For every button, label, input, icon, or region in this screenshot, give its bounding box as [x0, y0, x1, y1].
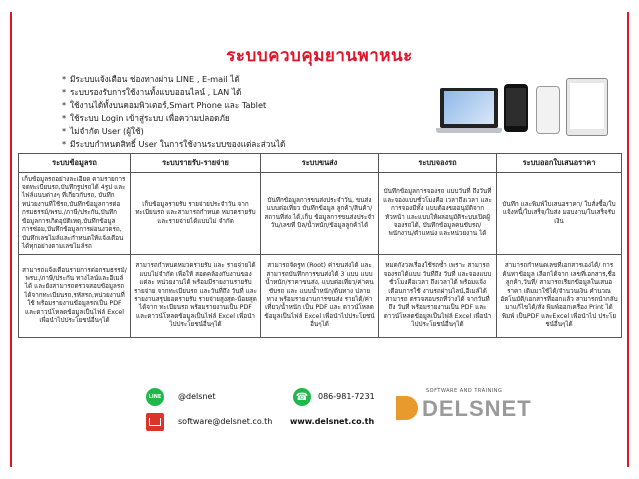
feature-item: * มีระบบกำหนดสิทธิ์ User ในการใช้งานระบบของแต่ละส่วนได้ — [62, 139, 286, 149]
feature-item: * ไม่จำกัด User (ผู้ใช้) — [62, 126, 144, 136]
line-id[interactable]: @delsnet — [178, 392, 216, 401]
email-address[interactable]: software@delsnet.co.th — [178, 417, 273, 426]
table-cell: สามารถจัดรูท (Root) ค่าขนส่งได้ และสามารถบันทึกการขนส่งได้ 3 แบบ แบบน้ำหนัก/ราคาขนส่ง, แบบต่อเที่ยว/ค่าคนขับรถ และ แบบน้ำหนัก/ต้นทาง ปลายทาง พร้อมรายงานการขนส่ง รายได้/ค่า เที่ยว/น้ำหนัก เป็น PDF และ ดาวน์โหลดข้อมูลเป็นไฟล์ Excel เพื่อนำไปประโยชน์อื่นๆได้ — [261, 255, 379, 338]
phone-icon: ☎ — [293, 388, 311, 406]
column-header: ระบบจองรถ — [379, 154, 497, 173]
line-icon[interactable]: LINE — [146, 388, 164, 406]
feature-table — [18, 153, 622, 338]
table-cell: บันทึกข้อมูลการขนส่งประจำวัน, ขนส่งแบบต่อเที่ยว บันทึกข้อมูล ลูกค้า/สินค้า/สถานที่ส่ง ได้,เก็บ ข้อมูลการขนส่งประจำวัน/เลขที่ บิล/น้ำหนัก/ข้อมูลลูกค้าได้ — [261, 173, 379, 255]
feature-item: * ใช้ระบบ Login เข้าสู่ระบบ เพื่อความปลอดภัย — [62, 113, 230, 123]
logo-mark — [396, 396, 418, 420]
table-cell: บันทึก และพิมพ์ใบเสนอราคา/ ใบสั่งซื้อ/ใบแจ้งหนี้/ใบเสร็จ/ใบส่ง มอบงาน/ใบเสร็จรับเงิน — [497, 173, 622, 255]
table-row — [19, 255, 622, 338]
feature-item: * ใช้งานได้ทั้งบนคอมพิวเตอร์,Smart Phone และ Tablet — [62, 100, 267, 110]
table-cell: หมดกังวลเรื่องใช้รถซ้ำ เพราะ สามารถจองรถได้แบบ วันที่ถึง วันที่ และจองแบบชั่วโมงคือเวลา ถึงเวลาได้ พร้อมแจ้งเตือนการใช้ งานรถผ่านไลน์,อีเมล์ได้สามารถ ตรวจสอบรถที่ว่างได้ จากวันที่ถึง วันที่ พร้อมรายงานเป็น PDF และ ดาวน์โหลดข้อมูลเป็นไฟล์ Excel เพื่อนำไปประโยชน์อื่นๆได้ — [379, 255, 497, 338]
laptop-base — [436, 128, 502, 133]
website-link[interactable]: www.delsnet.co.th — [290, 417, 375, 426]
table-cell: สามารถกำหนดหมวดรายรับ และ รายจ่ายได้แบบไม่จำกัด เพื่อให้ สอดคล้องกับงานของแต่ละ หน่วยงานได้ พร้อมมีรายงานรายรับ รายจ่าย จากทะเบียนรถ และวันที่ถึง วันที่ และรายงานสรุปยอดรายรับ รายจ่ายสูงสุด-น้อยสุด ได้จาก ทะเบียนรถ พร้อมรายงานเป็น PDF และดาวน์โหลดข้อมูลเป็นไฟล์ Excel เพื่อนำไปประโยชน์อื่นๆได้ — [131, 255, 261, 338]
table-header-row — [19, 154, 622, 173]
devices-illustration — [440, 78, 610, 138]
phone-number[interactable]: 086-981-7231 — [318, 392, 375, 401]
mail-icon — [146, 413, 164, 431]
feature-item: * ระบบรองรับการใช้งานทั้งแบบออนไลน์ , LAN ได้ — [62, 87, 242, 97]
tablet-icon — [566, 78, 608, 136]
table-cell: บันทึกข้อมูลการจองรถ แบบวันที่ ถึงวันที่ และจองแบบชั่วโมงคือ เวลาถึงเวลา และการจองมีทั้ง แบบต้องขออนุมัติจากหัวหน้า และแบบให้ผลอนุมัติระบบเปิดผู้ จองรถได้, บันทึกข้อมูลคนขับรถ/ พนักงาน/ตำแหน่ง และหน่วยงาน ได้ — [379, 173, 497, 255]
table-row — [19, 173, 622, 255]
smartphone-icon — [536, 86, 560, 134]
column-header: ระบบข้อมูลรถ — [19, 154, 131, 173]
feature-item: * มีระบบแจ้งเตือน ช่องทางผ่าน LINE , E-mail ได้ — [62, 74, 240, 84]
feature-list — [62, 73, 285, 151]
delsnet-logo — [396, 388, 532, 424]
column-header: ระบบขนส่ง — [261, 154, 379, 173]
page-title: ระบบควบคุมยานพาหนะ — [226, 46, 413, 66]
table-cell: เก็บข้อมูลรายรับ รายจ่ายประจำวัน จากทะเบียนรถ และสามารถกำหนด หมวดรายรับ และรายจ่ายได้แบบไม่ จำกัด — [131, 173, 261, 255]
table-cell: เก็บข้อมูลรถอย่างละเอียด ตามรายการ จดทะเบียนรถ,บันทึกรูปรถได้ 4รูป และ ไฟล์แนบต่างๆ ที่เกี่ยวกับรถ, บันทึก หน่วยงานที่ใช้รถ,บันทึกข้อมูลการต่อ กรมธรรม์/พรบ./ภาษี/ประกัน,บันทึก ข้อมูลการเกิดอุบัติเหตุ,บันทึกข้อมูล การซ่อม,บันทึกข้อมูลการผ่อนงวดรถ, บันทึกเลขไมล์และกำหนดให้แจ้งเตือน ได้ทุกอย่างตามเลขไมล์รถ — [19, 173, 131, 255]
column-header: ระบบรายรับ-รายจ่าย — [131, 154, 261, 173]
brand-tagline: SOFTWARE AND TRAINING — [426, 388, 503, 394]
table-cell: สามารถกำหนดเลขที่เอกสารเองได้/ การค้นหาข้อมูล เลือกได้จาก เลขที่เอกสาร,ชื่อลูกค้า,วันที่/ สามารถเรียกข้อมูลในเสนอราคา เดิมมาใช้ได้/จำนวนเงิน คำนวณ อัตโนมัติ/เอกสารที่ออกแล้ว สามารถนำกลับมาแก้ไขได้/สั่ง พิมพ์ออกเครื่อง Print ได้ พิมพ์ เป็นPDF และExcel เพื่อนำไป ประโยชน์อื่นๆได้ — [497, 255, 622, 338]
column-header: ระบบออกใบเสนอราคา — [497, 154, 622, 173]
table-cell: สามารถแจ้งเตือนรายการต่อกรมธรรม์/ พรบ./ภาษี/ประกัน ทางไลน์และอีเมล์ ได้ และยังสามารถตรวจสอบข้อมูลรถ ได้จากทะเบียนรถ,รหัสรถ,หน่วยงานที่ ใช้ พร้อมรายงานข้อมูลรถเป็น PDF และดาวน์โหลดข้อมูลเป็นไฟล์ Excel เพื่อนำไปประโยชน์อื่นๆได้ — [19, 255, 131, 338]
laptop-icon — [440, 88, 498, 128]
smartphone-icon — [504, 84, 528, 132]
brand-name: DELSNET — [422, 396, 532, 421]
